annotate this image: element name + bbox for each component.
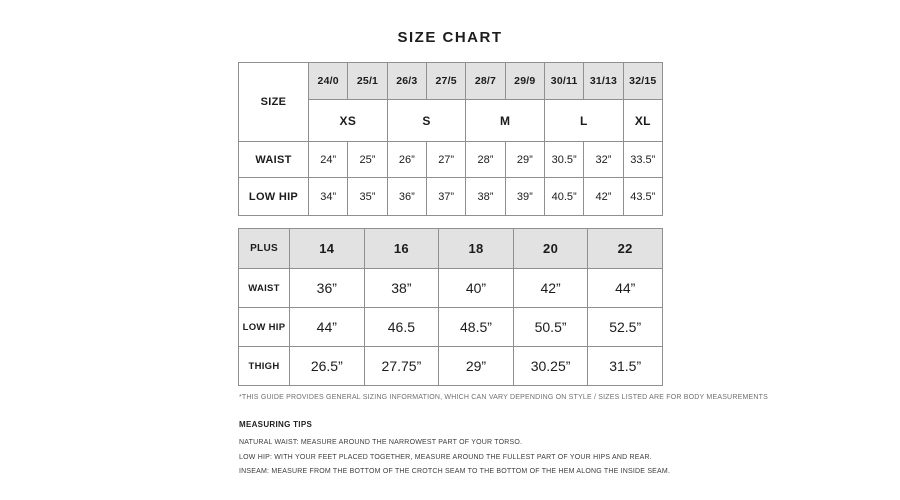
measurement-cell: 35” [348,178,387,216]
numeric-size-cell: 32/15 [623,63,662,100]
measurement-cell: 32” [584,142,623,178]
measurement-cell: 50.5” [513,308,588,347]
plus-size-cell: 16 [364,229,439,269]
measurement-cell: 26.5” [290,347,365,386]
letter-size-cell: XS [309,100,388,142]
numeric-size-cell: 26/3 [387,63,426,100]
row-label-cell: LOW HIP [239,308,290,347]
measurement-cell: 34” [309,178,348,216]
numeric-size-cell: 30/11 [544,63,583,100]
row-label-cell: WAIST [239,269,290,308]
measurement-cell: 44” [290,308,365,347]
measurement-cell: 26” [387,142,426,178]
table-row [239,229,663,269]
table-row [239,269,663,308]
measurement-cell: 28” [466,142,505,178]
plus-size-cell: 20 [513,229,588,269]
measurement-cell: 40” [439,269,514,308]
tip-natural-waist: NATURAL WAIST: MEASURE AROUND THE NARROWEST PART OF YOUR TORSO. [239,439,523,446]
table-row [239,308,663,347]
measurement-cell: 43.5” [623,178,662,216]
numeric-size-cell: 31/13 [584,63,623,100]
plus-header-cell: PLUS [239,229,290,269]
measurement-cell: 44” [588,269,663,308]
size-header-cell: SIZE [239,63,309,142]
numeric-size-cell: 24/0 [309,63,348,100]
letter-size-cell: M [466,100,545,142]
measurement-cell: 33.5” [623,142,662,178]
measurement-cell: 39” [505,178,544,216]
measurement-cell: 40.5” [544,178,583,216]
table-row [239,347,663,386]
numeric-size-cell: 27/5 [426,63,465,100]
row-label-cell: THIGH [239,347,290,386]
table-row [239,142,663,178]
letter-size-cell: XL [623,100,662,142]
measurement-cell: 25” [348,142,387,178]
plus-size-table [238,228,663,386]
plus-size-cell: 18 [439,229,514,269]
sizing-footnote: *THIS GUIDE PROVIDES GENERAL SIZING INFORMATION, WHICH CAN VARY DEPENDING ON STYLE / SIZES LISTED ARE FOR BODY MEASUREMENTS [239,394,768,401]
measurement-cell: 37” [426,178,465,216]
measurement-cell: 31.5” [588,347,663,386]
numeric-size-cell: 28/7 [466,63,505,100]
measurement-cell: 48.5” [439,308,514,347]
table-row [239,178,663,216]
numeric-size-cell: 25/1 [348,63,387,100]
measuring-tips-heading: MEASURING TIPS [239,420,313,429]
measurement-cell: 30.5” [544,142,583,178]
row-label-cell: WAIST [239,142,309,178]
measurement-cell: 29” [505,142,544,178]
measurement-cell: 38” [364,269,439,308]
letter-size-cell: L [544,100,623,142]
tip-low-hip: LOW HIP: WITH YOUR FEET PLACED TOGETHER, MEASURE AROUND THE FULLEST PART OF YOUR HIPS AND REAR. [239,453,652,461]
standard-size-table [238,62,663,216]
measurement-cell: 27” [426,142,465,178]
measurement-cell: 42” [584,178,623,216]
measurement-cell: 46.5 [364,308,439,347]
tip-inseam: INSEAM: MEASURE FROM THE BOTTOM OF THE CROTCH SEAM TO THE BOTTOM OF THE HEM ALONG THE INSIDE SEAM. [239,468,671,475]
measurement-cell: 36” [290,269,365,308]
measurement-cell: 36” [387,178,426,216]
numeric-size-cell: 29/9 [505,63,544,100]
measurement-cell: 29” [439,347,514,386]
measurement-cell: 27.75” [364,347,439,386]
measuring-tips-section [239,420,670,483]
measurement-cell: 42” [513,269,588,308]
measurement-cell: 38” [466,178,505,216]
page-title: SIZE CHART [397,29,503,46]
letter-size-cell: S [387,100,466,142]
table-row [239,63,663,100]
plus-size-cell: 14 [290,229,365,269]
measurement-cell: 30.25” [513,347,588,386]
row-label-cell: LOW HIP [239,178,309,216]
plus-size-cell: 22 [588,229,663,269]
measurement-cell: 24” [309,142,348,178]
measurement-cell: 52.5” [588,308,663,347]
